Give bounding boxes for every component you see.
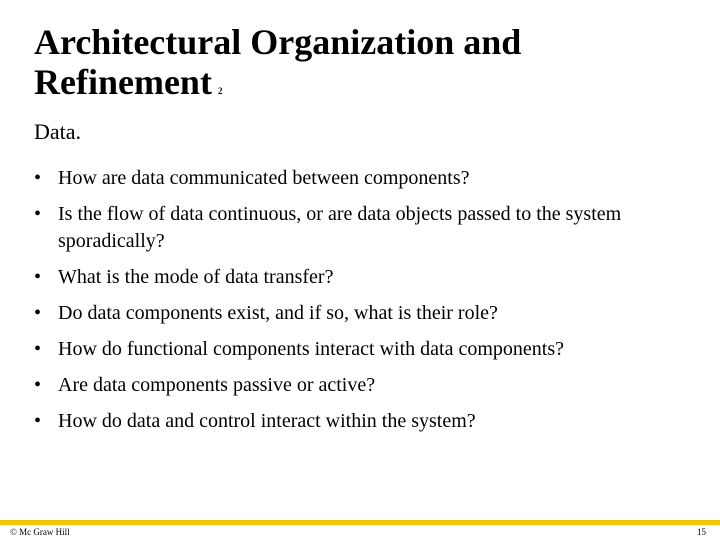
bullet-marker: • bbox=[34, 302, 42, 324]
bullet-marker: • bbox=[34, 374, 42, 396]
slide-title-line1: Architectural Organization and bbox=[34, 22, 522, 62]
bullet-text: How are data communicated between components? bbox=[58, 167, 470, 189]
bullet-text: How do functional components interact with data components? bbox=[58, 338, 564, 360]
bullet-item bbox=[34, 408, 694, 435]
bullet-text: Are data components passive or active? bbox=[58, 374, 376, 396]
bullet-text: Is the flow of data continuous, or are data objects passed to the system sporadically? bbox=[58, 203, 622, 252]
bullet-text: Do data components exist, and if so, what is their role? bbox=[58, 302, 498, 324]
page-number: 15 bbox=[697, 527, 706, 537]
bullet-item bbox=[34, 300, 694, 327]
bullet-text: What is the mode of data transfer? bbox=[58, 266, 334, 288]
slide-title-subscript: 2 bbox=[217, 86, 223, 96]
slide-title bbox=[34, 22, 674, 111]
bullet-marker: • bbox=[34, 266, 42, 288]
copyright-text: © Mc Graw Hill bbox=[10, 527, 70, 537]
bullet-marker: • bbox=[34, 167, 42, 189]
bullet-item bbox=[34, 336, 694, 363]
slide-title-line2: Refinement bbox=[34, 62, 212, 102]
bullet-item bbox=[34, 165, 694, 192]
bullet-list bbox=[34, 165, 694, 444]
bullet-marker: • bbox=[34, 338, 42, 360]
bullet-marker: • bbox=[34, 203, 42, 225]
bullet-item bbox=[34, 264, 694, 291]
section-heading: Data. bbox=[34, 119, 82, 144]
bullet-text: How do data and control interact within the system? bbox=[58, 410, 476, 432]
bullet-item bbox=[34, 201, 694, 255]
bullet-item bbox=[34, 372, 694, 399]
bullet-marker: • bbox=[34, 410, 42, 432]
footer-accent-bar bbox=[0, 520, 720, 525]
